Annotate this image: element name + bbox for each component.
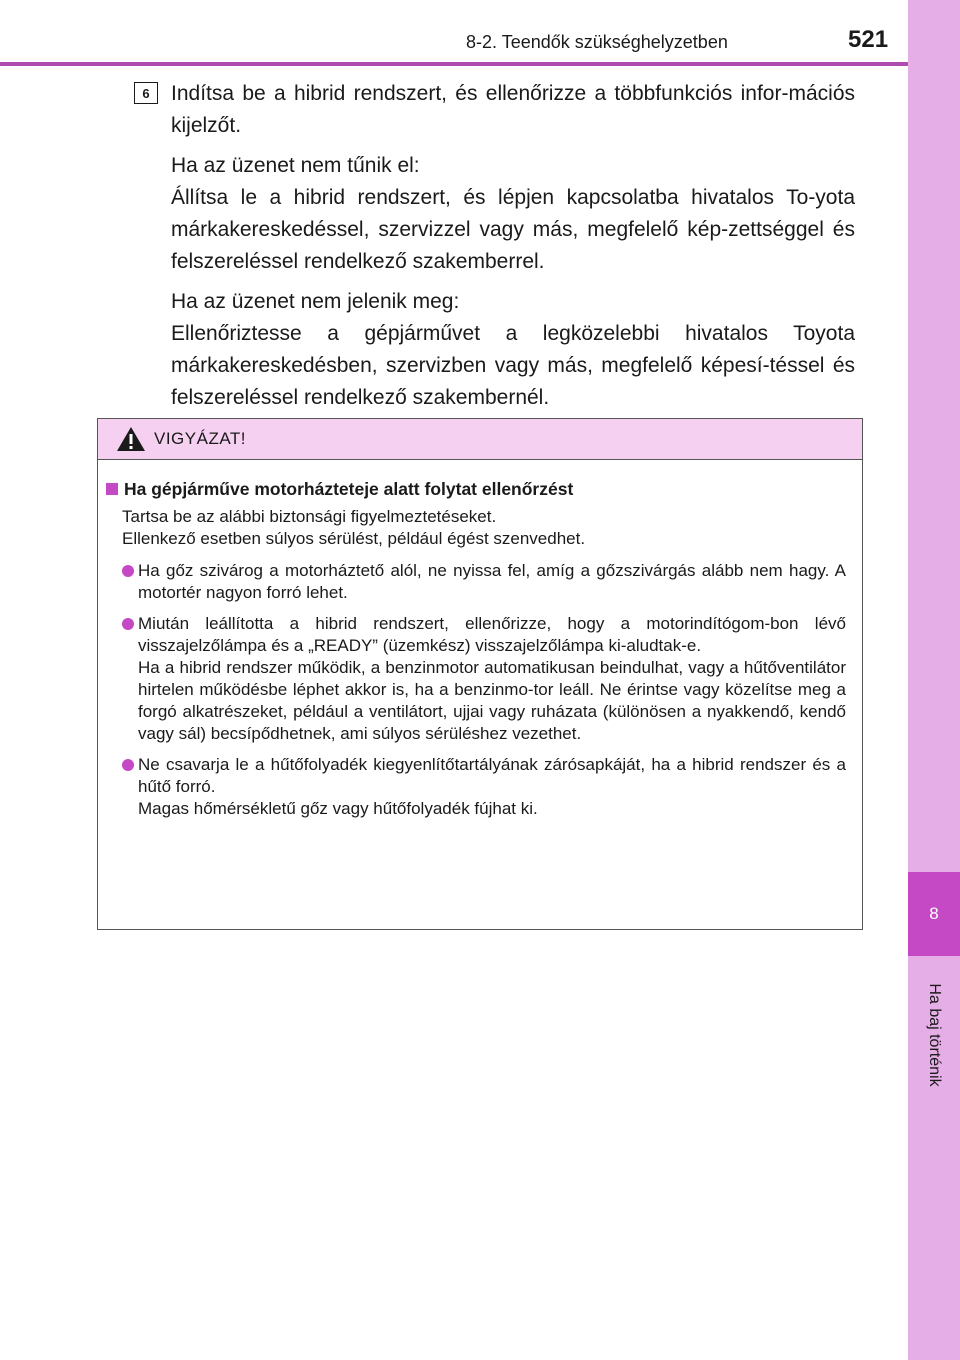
bullet-text: Ha gőz szivárog a motorháztető alól, ne nyissa fel, amíg a gőzszivárgás alább nem hagy. A motortér nagyon forró lehet. (138, 561, 846, 602)
warning-intro-line: Tartsa be az alábbi biztonsági figyelmeztetéseket. (122, 507, 497, 526)
warning-title: VIGYÁZAT! (154, 429, 247, 448)
chapter-number-tab: 8 (908, 872, 960, 956)
warning-bullet (106, 754, 852, 820)
warning-body (98, 460, 862, 820)
circle-bullet-icon (122, 565, 134, 577)
case1-text: Állítsa le a hibrid rendszert, és lépjen kapcsolatba hivatalos To-yota márkakereskedéssel, szervizzel vagy más, megfelelő kép-zettséggel és felszereléssel rendelkező szakemberrel. (171, 186, 855, 273)
page-number: 521 (848, 26, 889, 53)
step-content (171, 78, 855, 422)
case2-title: Ha az üzenet nem jelenik meg: (171, 290, 460, 313)
case2-text: Ellenőriztesse a gépjárművet a legközelebbi hivatalos Toyota márkakereskedésben, szervizben vagy más, megfelelő képesí-téssel és felszereléssel rendelkező szakembernél. (171, 322, 855, 409)
circle-bullet-icon (122, 759, 134, 771)
case1-title: Ha az üzenet nem tűnik el: (171, 154, 420, 177)
chapter-title: Ha baj történik (926, 983, 943, 1087)
bullet-text: Miután leállította a hibrid rendszert, ellenőrizze, hogy a motorindítógom-bon lévő visszajelzőlámpa és a „READY” (üzemkész) visszajelzőlámpa ki-aludtak-e. (138, 614, 846, 655)
warning-box (97, 418, 863, 930)
warning-subheading-text: Ha gépjárműve motorházteteje alatt folytat ellenőrzést (124, 479, 574, 499)
bullet-text: Ha a hibrid rendszer működik, a benzinmotor automatikusan beindulhat, vagy a hűtőventilátor hirtelen működésbe léphet akkor is, ha a benzinmo-tor leáll. Ne érintse vagy közelítse meg a forgó alkatrészeket, például a ventilátort, ujjai vagy ruházata (különösen a nyakkendő, kendő vagy sál) becsípődhetnek, ami súlyos sérüléshez vezethet. (138, 658, 846, 743)
warning-triangle-icon (116, 426, 146, 452)
circle-bullet-icon (122, 618, 134, 630)
chapter-sidebar (908, 0, 960, 1360)
header-divider (0, 62, 908, 66)
warning-bullet (106, 560, 852, 604)
section-title: 8-2. Teendők szükséghelyzetben (466, 32, 728, 52)
step-instruction: Indítsa be a hibrid rendszert, és ellenőrizze a többfunkciós infor-mációs kijelzőt. (171, 82, 855, 137)
warning-intro-line: Ellenkező esetben súlyos sérülést, például égést szenvedhet. (122, 529, 586, 548)
bullet-text: Magas hőmérsékletű gőz vagy hűtőfolyadék fújhat ki. (138, 799, 538, 818)
warning-bullet (106, 613, 852, 745)
warning-subheading (106, 478, 852, 500)
square-bullet-icon (106, 483, 118, 495)
bullet-text: Ne csavarja le a hűtőfolyadék kiegyenlítőtartályának zárósapkáját, ha a hibrid rendszer és a hűtő forró. (138, 755, 846, 796)
warning-header (98, 419, 862, 460)
warning-intro (106, 506, 852, 550)
step-number-box: 6 (134, 82, 158, 104)
